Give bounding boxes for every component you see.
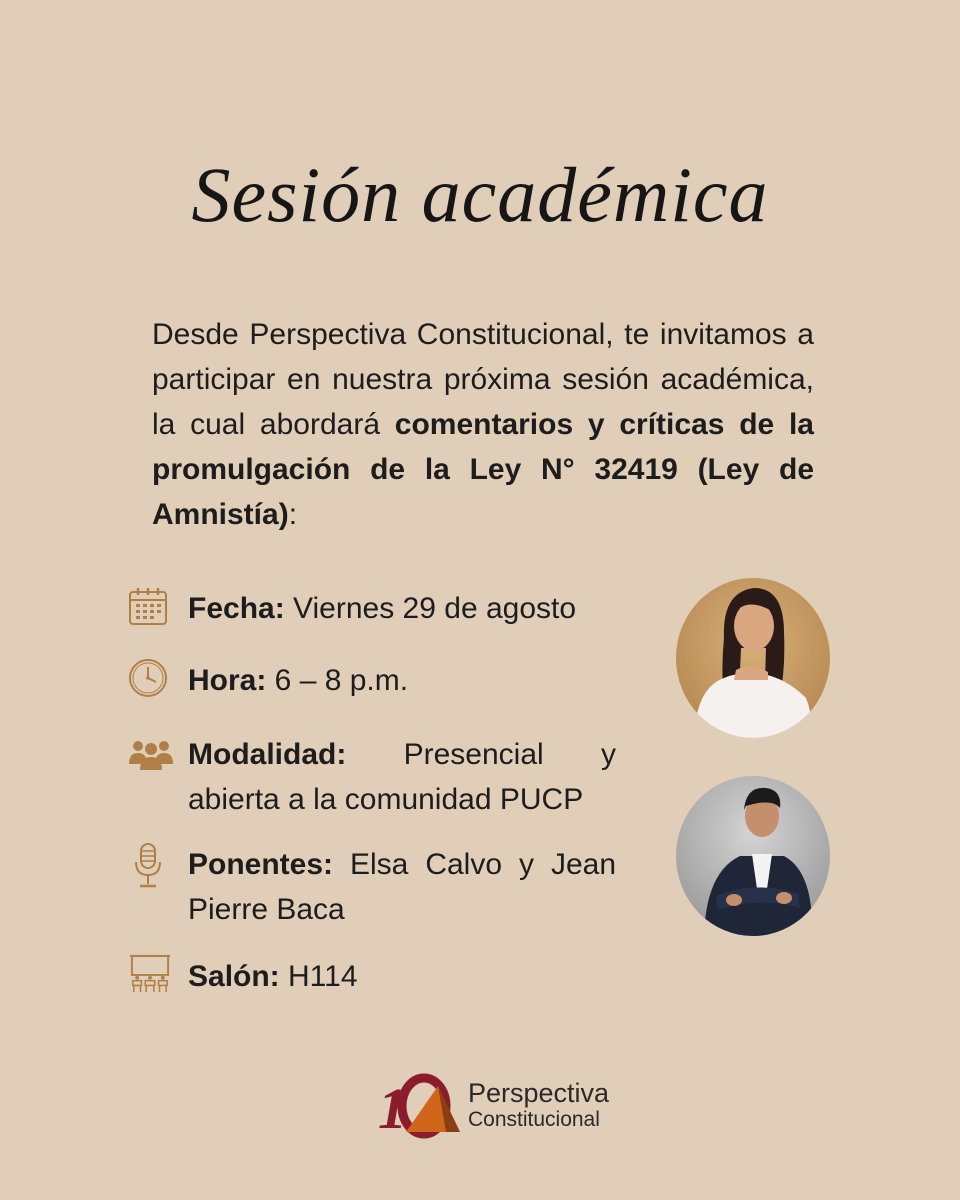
detail-modality — [128, 732, 616, 822]
detail-date — [128, 586, 616, 631]
room-value: H114 — [279, 960, 358, 993]
room-label: Salón: — [188, 960, 280, 993]
perspectiva-constitucional-logo — [378, 1072, 618, 1142]
modality-value: Presencial y abierta a la comunidad PUCP — [188, 738, 616, 816]
classroom-icon — [128, 954, 172, 994]
intro-text: Desde Perspectiva Constitucional, te invitamos a participar en nuestra próxima sesión académica, la cual abordará — [152, 318, 814, 441]
room-text — [188, 954, 616, 999]
speakers-value: Elsa Calvo y Jean Pierre Baca — [188, 848, 616, 926]
date-label: Fecha: — [188, 592, 285, 625]
speakers-label: Ponentes: — [188, 848, 334, 881]
microphone-icon — [128, 842, 168, 890]
logo-mark-icon — [378, 1072, 468, 1142]
logo-line2: Constitucional — [468, 1108, 600, 1131]
svg-text:1: 1 — [378, 1076, 407, 1141]
intro-paragraph — [152, 312, 814, 537]
clock-icon — [128, 658, 168, 698]
date-text — [188, 586, 616, 631]
detail-room — [128, 954, 616, 999]
intro-colon: : — [288, 498, 298, 531]
logo-line1: Perspectiva — [468, 1078, 610, 1108]
people-icon — [128, 732, 174, 772]
speakers-text — [188, 842, 616, 932]
speaker-photo-elsa — [676, 578, 830, 738]
intro-topic: comentarios y críticas de la promulgación de la Ley N° 32419 (Ley de Amnistía) — [152, 408, 814, 531]
detail-time — [128, 658, 616, 703]
speaker-photo-jean-pierre — [676, 776, 830, 936]
event-title: Sesión académica — [191, 151, 769, 238]
time-text — [188, 658, 616, 703]
modality-text — [188, 732, 616, 822]
modality-label: Modalidad: — [188, 738, 347, 771]
time-label: Hora: — [188, 664, 267, 697]
time-value: 6 – 8 p.m. — [266, 664, 409, 697]
calendar-icon — [128, 586, 168, 626]
date-value: Viernes 29 de agosto — [284, 592, 577, 625]
detail-speakers — [128, 842, 616, 932]
